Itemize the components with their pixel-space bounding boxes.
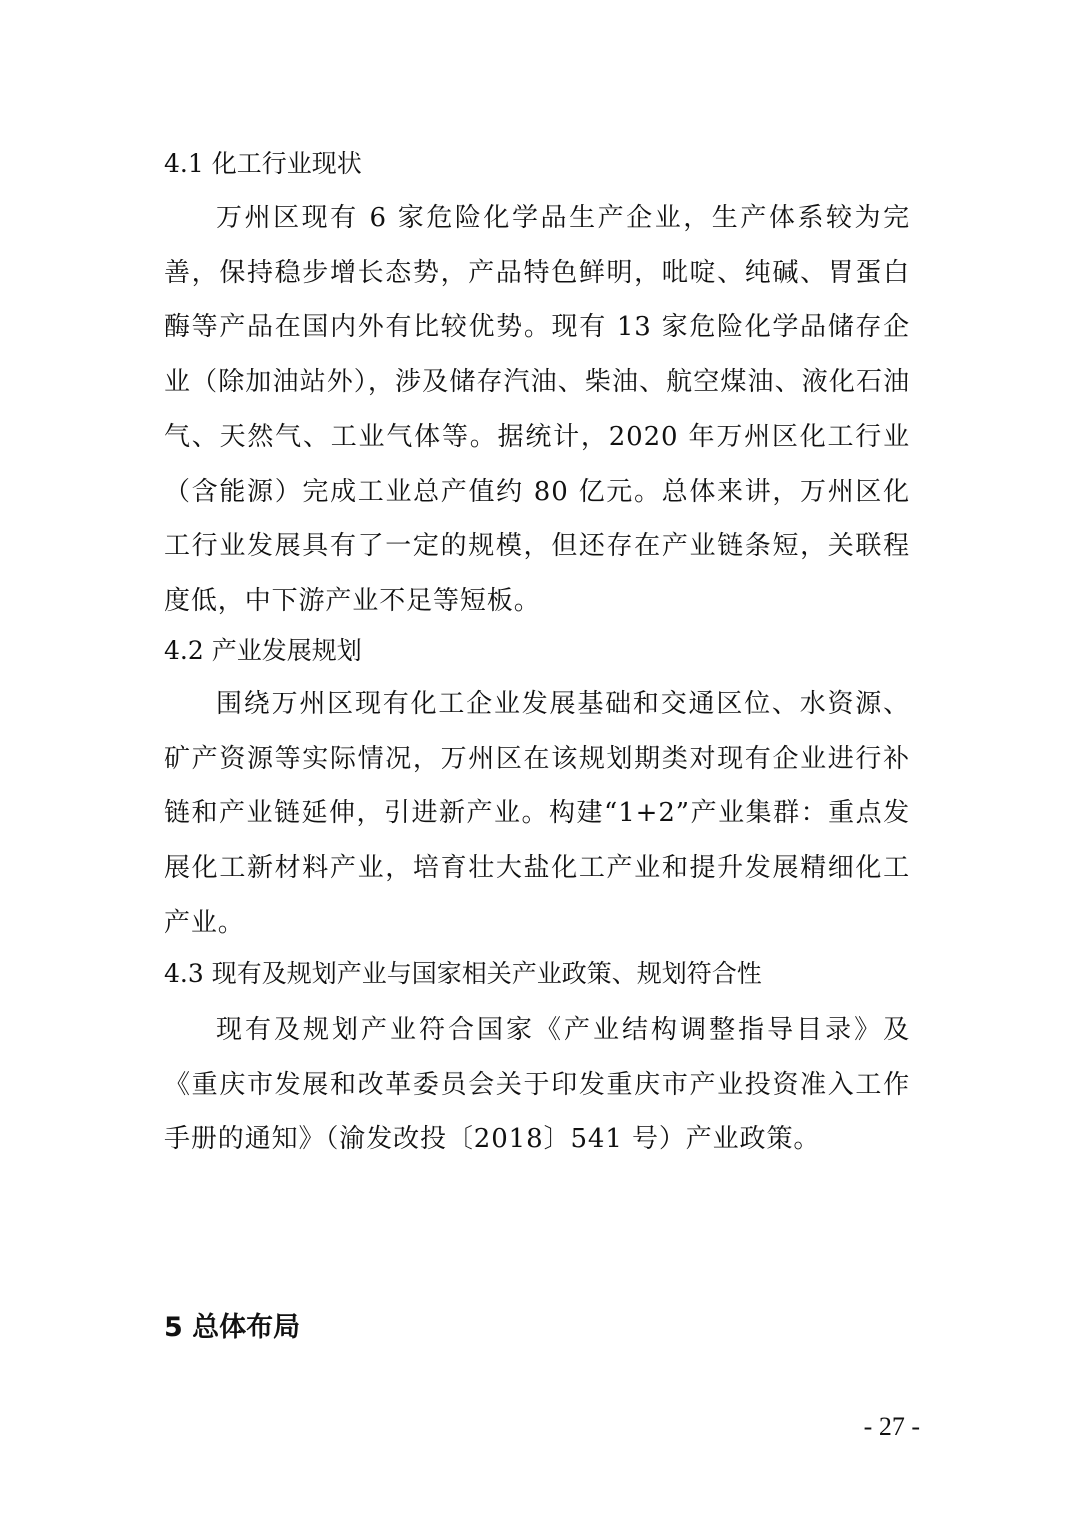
section-body-4-2: 围绕万州区现有化工企业发展基础和交通区位、水资源、矿产资源等实际情况，万州区在该规划期类对现有企业进行补链和产业链延伸，引进新产业。构建“1+2”产业集群：重点发展化工新材料产业，培育壮大盐化工产业和提升发展精细化工产业。 xyxy=(164,689,910,938)
page-number: - 27 - xyxy=(863,1412,920,1441)
section-heading-4-3: 4.3 现有及规划产业与国家相关产业政策、规划符合性 xyxy=(164,959,762,988)
section-body-4-3: 现有及规划产业符合国家《产业结构调整指导目录》及《重庆市发展和改革委员会关于印发重庆市产业投资准入工作手册的通知》（渝发改投〔2018〕541 号）产业政策。 xyxy=(164,1015,910,1155)
section-heading-4-2: 4.2 产业发展规划 xyxy=(164,636,362,665)
section-heading-4-1: 4.1 化工行业现状 xyxy=(164,149,362,178)
section-body-4-1: 万州区现有 6 家危险化学品生产企业，生产体系较为完善，保持稳步增长态势，产品特色鲜明，吡啶、纯碱、胃蛋白酶等产品在国内外有比较优势。现有 13 家危险化学品储存企业（除加油站外），涉及储存汽油、柴油、航空煤油、液化石油气、天然气、工业气体等。据统计，2020 年万州区化工行业（含能源）完成工业总产值约 80 亿元。总体来讲，万州区化工行业发展具有了一定的规模，但还存在产业链条短，关联程度低，中下游产业不足等短板。 xyxy=(164,203,910,616)
section-heading-5: 5 总体布局 xyxy=(164,1312,301,1343)
